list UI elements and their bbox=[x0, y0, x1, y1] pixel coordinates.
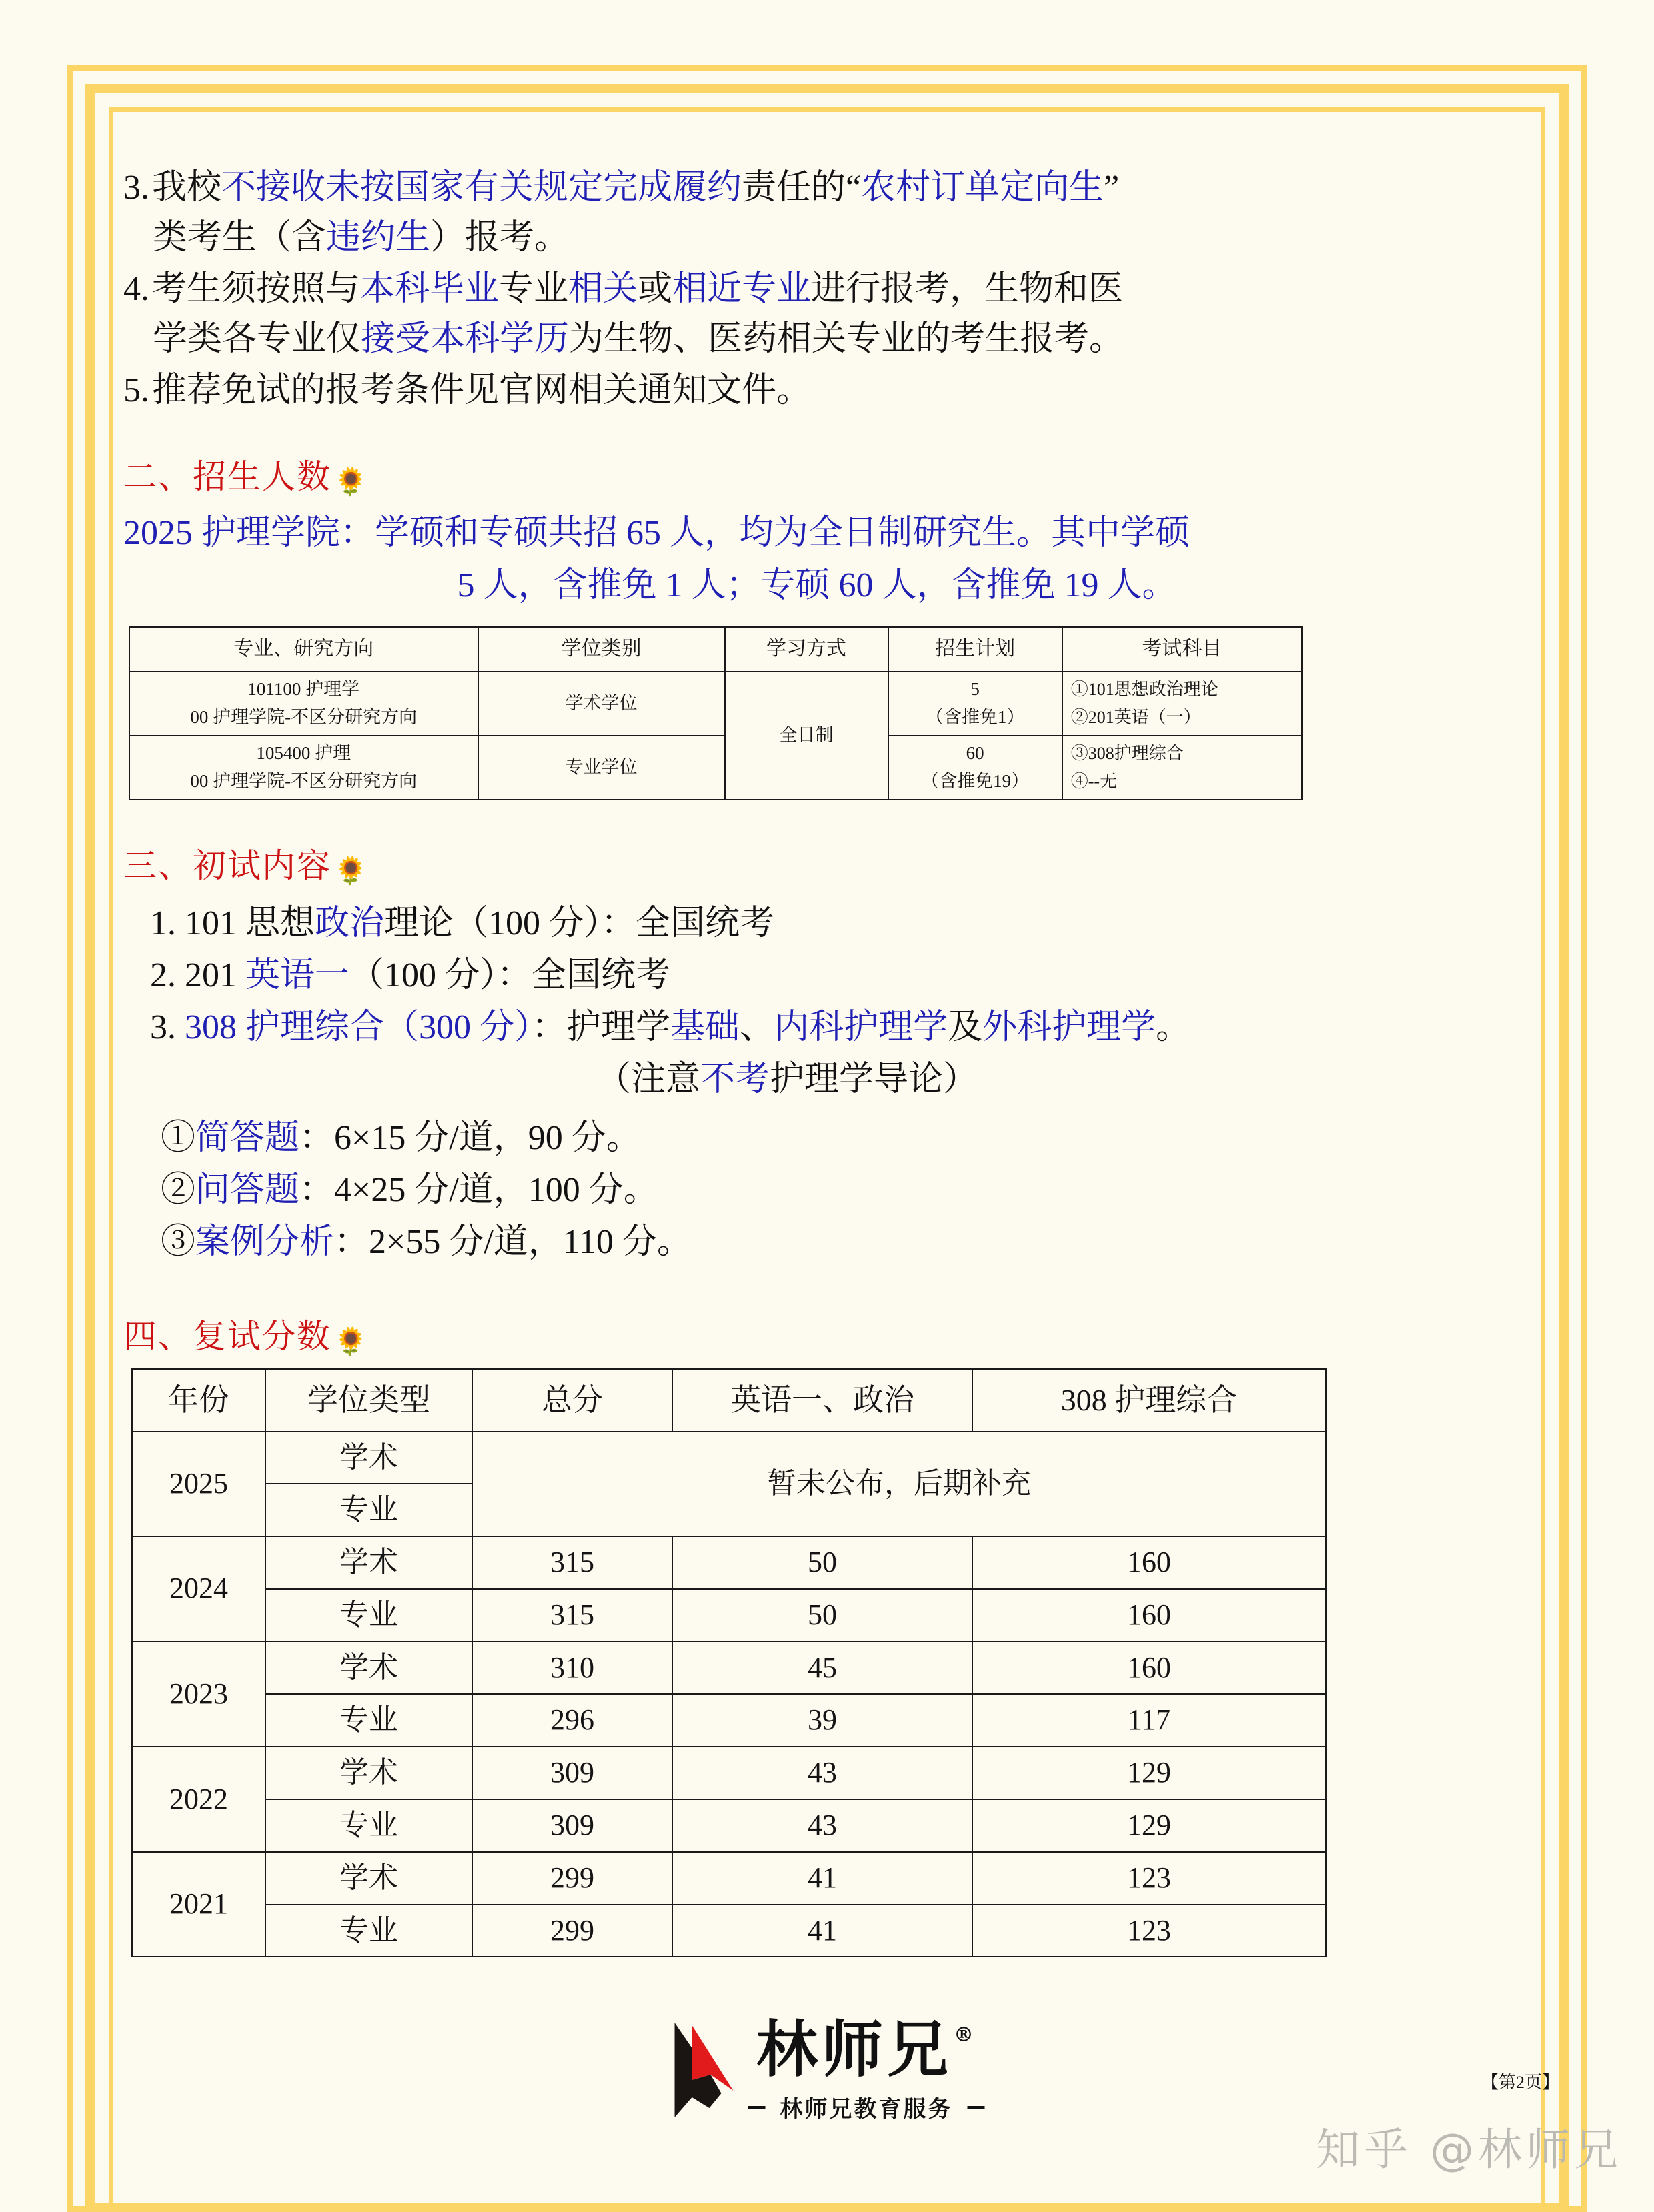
cell-degree-category: 专业 bbox=[265, 1589, 472, 1642]
intro-1-l1-run-0: 考生须按照与 bbox=[152, 269, 361, 308]
col-header-plan: 招生计划 bbox=[888, 627, 1062, 672]
col-header-year: 年份 bbox=[132, 1369, 265, 1431]
table-row bbox=[132, 1694, 1326, 1747]
table-row bbox=[132, 1589, 1326, 1642]
cell-english-politics: 50 bbox=[672, 1536, 972, 1589]
exam-2-run-3: 、 bbox=[740, 1008, 775, 1047]
exam-1-run-2: （100 分）：全国统考 bbox=[349, 956, 671, 995]
intro-item-line1 bbox=[123, 366, 1531, 416]
examsub-2-run-0: ③ bbox=[161, 1223, 196, 1262]
brand-name bbox=[756, 2013, 978, 2085]
dash-right-icon bbox=[968, 2106, 985, 2109]
cell-degree-type-2: 专业学位 bbox=[478, 736, 725, 800]
examsub-0-run-0: ① bbox=[161, 1119, 196, 1158]
cell-major-2 bbox=[129, 736, 478, 800]
intro-1-l1-run-2: 专业 bbox=[499, 269, 569, 308]
cell-english-politics: 39 bbox=[672, 1694, 972, 1747]
exam-2-run-7: 。 bbox=[1156, 1008, 1191, 1047]
exam-0-run-0: 101 思想 bbox=[185, 904, 315, 943]
cell-english-politics: 45 bbox=[672, 1642, 972, 1695]
intro-1-l1-run-3: 相关 bbox=[568, 269, 638, 308]
enroll-l2-run-3: 人； bbox=[682, 566, 761, 605]
cell-total-score: 309 bbox=[472, 1799, 672, 1852]
exam-note-run-2: 护理学导论） bbox=[770, 1060, 978, 1099]
col-header-major: 专业、研究方向 bbox=[129, 627, 478, 672]
table-row bbox=[132, 1905, 1326, 1957]
intro-1-l2-run-0: 学类各专业仅 bbox=[153, 319, 361, 358]
brand-tagline-row bbox=[748, 2091, 985, 2123]
enroll-l2-run-5: 人，含 bbox=[873, 566, 986, 605]
intro-0-l1-run-3: 农村订单定向生 bbox=[861, 169, 1104, 207]
exam-item-number: 2. bbox=[150, 956, 185, 995]
intro-0-l1-run-0: 我校 bbox=[152, 169, 222, 207]
cell-degree-category: 学术 bbox=[265, 1747, 472, 1799]
major-direction-2: 00 护理学院-不区分研究方向 bbox=[190, 771, 418, 792]
table-row bbox=[129, 736, 1302, 800]
exam-2-run-0: 308 护理综合（300 分） bbox=[185, 1008, 532, 1047]
logo-glyph-icon bbox=[670, 2019, 742, 2119]
enroll-l2-run-4: 专硕 60 bbox=[760, 566, 874, 605]
enroll-l2-run-1: 人，含 bbox=[483, 566, 588, 605]
section-heading-exam-content bbox=[123, 839, 1531, 887]
intro-list bbox=[123, 163, 1531, 415]
document-page bbox=[123, 123, 1531, 2205]
cell-nursing-comprehensive: 129 bbox=[972, 1799, 1326, 1852]
exam-1-run-0: 201 bbox=[185, 956, 245, 995]
examsub-0-run-2: ：6×15 分/道，90 分。 bbox=[299, 1119, 641, 1158]
table-header-row bbox=[129, 627, 1302, 672]
plan-exempt-1: （含推免1） bbox=[925, 706, 1025, 727]
intro-item-number: 5. bbox=[123, 371, 149, 409]
cell-english-politics: 41 bbox=[672, 1852, 972, 1905]
zhihu-watermark: 知乎 @林师兄 bbox=[1316, 2124, 1622, 2175]
exam-2-run-2: 基础 bbox=[670, 1008, 740, 1047]
cell-nursing-comprehensive: 123 bbox=[972, 1905, 1326, 1957]
cell-degree-type-1: 学术学位 bbox=[478, 672, 725, 736]
cell-total-score: 315 bbox=[472, 1536, 672, 1589]
intro-1-l2-run-2: 为生物、医药相关专业的考生报考。 bbox=[569, 319, 1124, 358]
exam-note-run-0: （注意 bbox=[596, 1060, 700, 1099]
enrollment-paragraph-line2 bbox=[123, 560, 1531, 612]
cell-year: 2024 bbox=[132, 1536, 265, 1642]
cell-degree-category: 专业 bbox=[265, 1905, 472, 1957]
examsub-1-run-1: 问答题 bbox=[195, 1171, 300, 1210]
enroll-l1-run-3: 65 bbox=[618, 514, 670, 553]
cell-year: 2022 bbox=[132, 1747, 265, 1852]
intro-item bbox=[123, 265, 1531, 365]
cell-nursing-comprehensive: 160 bbox=[972, 1642, 1326, 1695]
table-row bbox=[132, 1799, 1326, 1852]
cell-nursing-comprehensive: 129 bbox=[972, 1747, 1326, 1799]
cell-total-score: 299 bbox=[472, 1852, 672, 1905]
examsub-2-run-1: 案例分析 bbox=[195, 1223, 335, 1262]
section-heading-enrollment bbox=[123, 450, 1531, 498]
intro-0-l2-run-0: 类考生（含 bbox=[153, 218, 327, 257]
enroll-l2-run-0: 5 bbox=[457, 566, 484, 605]
table-row bbox=[132, 1747, 1326, 1799]
plan-count-2: 60 bbox=[966, 743, 984, 764]
table-header-row bbox=[132, 1369, 1326, 1431]
intro-0-l1-run-4: ” bbox=[1104, 169, 1120, 207]
intro-1-l1-run-4: 或 bbox=[638, 269, 673, 308]
section-heading-enrollment-text: 二、招生人数 bbox=[123, 458, 331, 496]
col-header-degree-type: 学位类别 bbox=[478, 627, 725, 672]
col-header-study-mode: 学习方式 bbox=[725, 627, 888, 672]
intro-item-line1 bbox=[123, 163, 1531, 213]
intro-0-l1-run-2: 责任的“ bbox=[742, 169, 862, 207]
exam-2-run-6: 外科护理学 bbox=[982, 1008, 1156, 1047]
sunflower-icon: 🌻 bbox=[334, 1326, 369, 1357]
exam-question-item bbox=[123, 1112, 1531, 1164]
section-heading-exam-content-text: 三、初试内容 bbox=[123, 847, 331, 885]
intro-1-l1-run-5: 相近专业 bbox=[672, 269, 812, 308]
cell-total-score: 309 bbox=[472, 1747, 672, 1799]
cell-major-1 bbox=[129, 672, 478, 736]
intro-item bbox=[123, 366, 1531, 416]
intro-0-l1-run-1: 不接收未按国家有关规定完成履约 bbox=[221, 169, 742, 207]
exam-question-item bbox=[123, 1164, 1531, 1216]
cell-year: 2021 bbox=[132, 1852, 265, 1957]
logo-mark-icon bbox=[670, 2019, 742, 2119]
enroll-l1-run-1: 学硕和专硕 bbox=[375, 514, 549, 553]
exam-subject-list bbox=[123, 898, 1531, 1054]
section-heading-retest-scores bbox=[123, 1310, 1531, 1358]
examsub-1-run-0: ② bbox=[161, 1171, 196, 1210]
cell-degree-category: 专业 bbox=[265, 1694, 472, 1747]
cell-plan-2 bbox=[888, 736, 1062, 800]
exam-item-number: 1. bbox=[150, 904, 185, 943]
exam-item bbox=[150, 1002, 1531, 1054]
enroll-l1-run-6: 。其中 bbox=[1016, 514, 1121, 553]
intro-0-l2-run-2: ）报考。 bbox=[430, 218, 570, 257]
cell-total-score: 310 bbox=[472, 1642, 672, 1695]
enroll-l2-run-6: 推免 19 bbox=[986, 566, 1099, 605]
page-footer bbox=[0, 2005, 1654, 2205]
exam-2-run-1: ：护理学 bbox=[532, 1008, 671, 1047]
retest-score-table bbox=[131, 1368, 1327, 1957]
examsub-0-run-1: 简答题 bbox=[195, 1119, 300, 1158]
cell-plan-1 bbox=[888, 672, 1062, 736]
cell-nursing-comprehensive: 160 bbox=[972, 1536, 1326, 1589]
cell-degree-category: 学术 bbox=[265, 1432, 472, 1484]
intro-0-l2-run-1: 违约生 bbox=[326, 218, 431, 257]
exam-item-number: 3. bbox=[150, 1008, 185, 1047]
dash-left-icon bbox=[748, 2106, 766, 2109]
exam-note-run-1: 不考 bbox=[700, 1060, 770, 1099]
subject-2: ②201英语（一） bbox=[1070, 707, 1201, 727]
sunflower-icon: 🌻 bbox=[334, 467, 369, 497]
cell-total-score: 296 bbox=[472, 1694, 672, 1747]
enroll-l2-run-2: 推免 1 bbox=[587, 566, 683, 605]
sunflower-icon: 🌻 bbox=[334, 856, 369, 886]
brand-tagline: 林师兄教育服务 bbox=[780, 2096, 953, 2123]
cell-nursing-comprehensive: 117 bbox=[972, 1694, 1326, 1747]
major-code-1: 101100 护理学 bbox=[247, 679, 360, 700]
major-direction-1: 00 护理学院-不区分研究方向 bbox=[190, 706, 418, 727]
intro-2-l1-run-0: 推荐免试的报考条件见官网相关通知文件。 bbox=[152, 371, 812, 409]
cell-english-politics: 41 bbox=[672, 1905, 972, 1957]
col-header-degree-category: 学位类型 bbox=[265, 1369, 472, 1431]
brand-text-block bbox=[748, 2013, 985, 2123]
cell-degree-category: 学术 bbox=[265, 1852, 472, 1905]
table-row bbox=[129, 672, 1302, 736]
intro-item-line2 bbox=[123, 315, 1531, 365]
registered-trademark-icon: ® bbox=[954, 2023, 978, 2047]
enroll-l1-run-5: 全日制研究生 bbox=[808, 514, 1017, 553]
cell-nursing-comprehensive: 123 bbox=[972, 1852, 1326, 1905]
page-number: 【第2页】 bbox=[1481, 2073, 1559, 2092]
cell-pending-notice: 暂未公布，后期补充 bbox=[472, 1432, 1326, 1537]
enroll-l1-run-7: 学硕 bbox=[1120, 514, 1190, 553]
exam-2-run-5: 及 bbox=[948, 1008, 983, 1047]
cell-english-politics: 43 bbox=[672, 1747, 972, 1799]
cell-english-politics: 50 bbox=[672, 1589, 972, 1642]
exam-1-run-1: 英语一 bbox=[245, 956, 350, 995]
major-code-2: 105400 护理 bbox=[256, 743, 351, 764]
intro-1-l1-run-1: 本科毕业 bbox=[360, 269, 500, 308]
examsub-1-run-2: ：4×25 分/道，100 分。 bbox=[299, 1171, 658, 1210]
exam-note bbox=[123, 1054, 1531, 1106]
table-row bbox=[132, 1852, 1326, 1905]
cell-total-score: 315 bbox=[472, 1589, 672, 1642]
plan-exempt-2: （含推免19） bbox=[921, 771, 1030, 792]
intro-1-l1-run-6: 进行报考，生物和医 bbox=[811, 269, 1124, 308]
cell-degree-category: 专业 bbox=[265, 1484, 472, 1536]
enrollment-plan-table bbox=[129, 626, 1303, 800]
brand-name-text: 林师兄 bbox=[756, 2013, 952, 2085]
cell-english-politics: 43 bbox=[672, 1799, 972, 1852]
enroll-l2-run-7: 人。 bbox=[1098, 566, 1177, 605]
cell-total-score: 299 bbox=[472, 1905, 672, 1957]
subject-1: ①101思想政治理论 bbox=[1070, 679, 1218, 699]
examsub-2-run-2: ：2×55 分/道，110 分。 bbox=[334, 1223, 692, 1262]
cell-subjects-1 bbox=[1062, 672, 1302, 736]
intro-item-number: 3. bbox=[123, 169, 149, 207]
table-row bbox=[132, 1536, 1326, 1589]
table-row bbox=[132, 1642, 1326, 1695]
cell-degree-category: 学术 bbox=[265, 1536, 472, 1589]
cell-year: 2023 bbox=[132, 1642, 265, 1747]
intro-item-line1 bbox=[123, 265, 1531, 315]
intro-item-line2 bbox=[123, 213, 1531, 263]
cell-study-mode: 全日制 bbox=[725, 672, 888, 800]
exam-item bbox=[150, 950, 1531, 1002]
col-header-subjects: 考试科目 bbox=[1062, 627, 1302, 672]
plan-count-1: 5 bbox=[970, 679, 980, 700]
enroll-l1-run-2: 共招 bbox=[548, 514, 618, 553]
exam-2-run-4: 内科护理学 bbox=[774, 1008, 948, 1047]
cell-year: 2025 bbox=[132, 1432, 265, 1537]
exam-item bbox=[150, 898, 1531, 950]
intro-1-l2-run-1: 接受本科学历 bbox=[361, 319, 570, 358]
exam-question-item bbox=[123, 1216, 1531, 1268]
cell-degree-category: 学术 bbox=[265, 1642, 472, 1695]
col-header-nursing-comprehensive: 308 护理综合 bbox=[972, 1369, 1326, 1431]
exam-question-breakdown bbox=[123, 1112, 1531, 1268]
col-header-english-politics: 英语一、政治 bbox=[672, 1369, 972, 1431]
exam-0-run-1: 政治 bbox=[315, 904, 385, 943]
enrollment-paragraph-line1 bbox=[123, 507, 1531, 560]
exam-0-run-2: 理论（100 分）：全国统考 bbox=[384, 904, 775, 943]
cell-subjects-2 bbox=[1062, 736, 1302, 800]
cell-nursing-comprehensive: 160 bbox=[972, 1589, 1326, 1642]
brand-logo bbox=[670, 2013, 985, 2123]
subject-4: ④--无 bbox=[1070, 772, 1118, 792]
enroll-l1-run-4: 人，均为 bbox=[670, 514, 809, 553]
table-row bbox=[132, 1432, 1326, 1484]
section-heading-retest-scores-text: 四、复试分数 bbox=[123, 1318, 331, 1356]
enroll-l1-run-0: 2025 护理学院： bbox=[123, 514, 375, 553]
intro-item bbox=[123, 163, 1531, 263]
cell-degree-category: 专业 bbox=[265, 1799, 472, 1852]
subject-3: ③308护理综合 bbox=[1070, 744, 1184, 764]
col-header-total-score: 总分 bbox=[472, 1369, 672, 1431]
intro-item-number: 4. bbox=[123, 269, 149, 308]
